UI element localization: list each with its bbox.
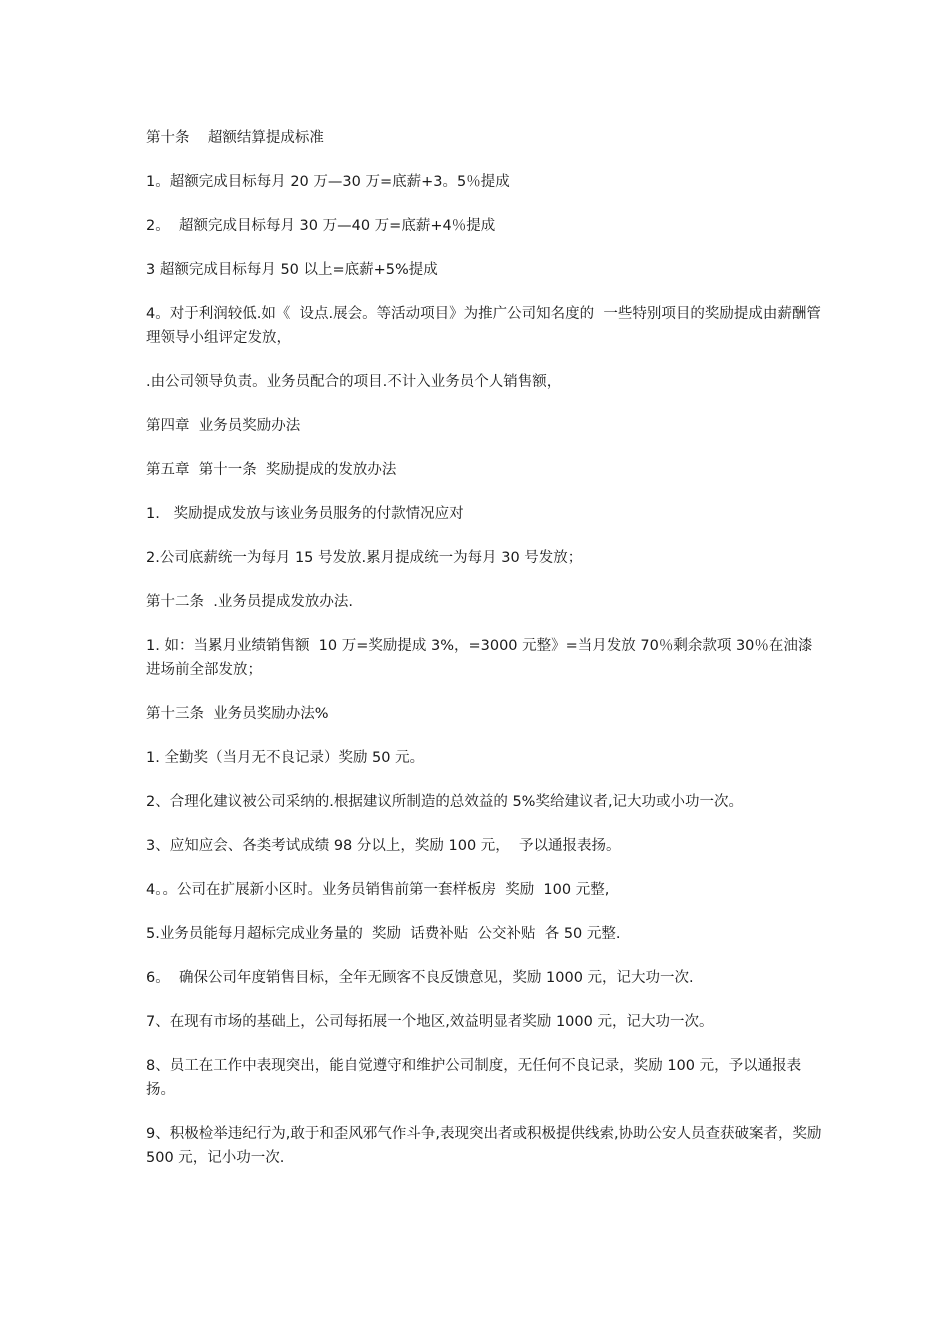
list-item: 1. 如：当累月业绩销售额 10 万=奖励提成 3%，=3000 元整》=当月发放 70％剩余款项 30％在油漆进场前全部发放； <box>146 638 813 678</box>
chapter-heading: 第四章 业务员奖励办法 <box>146 418 301 434</box>
chapter-heading: 第五章 第十一条 奖励提成的发放办法 <box>146 462 397 478</box>
section-heading: 第十三条 业务员奖励办法% <box>146 706 329 722</box>
paragraph: .由公司领导负责。业务员配合的项目.不计入业务员个人销售额， <box>146 374 562 390</box>
list-item: 1. 全勤奖（当月无不良记录）奖励 50 元。 <box>146 750 425 766</box>
section-heading: 第十条 超额结算提成标准 <box>146 130 324 146</box>
list-item: 8、员工在工作中表现突出，能自觉遵守和维护公司制度，无任何不良记录，奖励 100 元，予以通报表扬。 <box>146 1058 802 1098</box>
list-item: 9、积极检举违纪行为,敢于和歪风邪气作斗争,表现突出者或积极提供线索,协助公安人员查获破案者，奖励 500 元，记小功一次. <box>146 1126 827 1166</box>
list-item: 7、在现有市场的基础上，公司每拓展一个地区,效益明显者奖励 1000 元，记大功一次。 <box>146 1014 714 1030</box>
section-heading: 第十二条 .业务员提成发放办法. <box>146 594 353 610</box>
list-item: 1. 奖励提成发放与该业务员服务的付款情况应对 <box>146 506 464 522</box>
list-item: 6。 确保公司年度销售目标，全年无顾客不良反馈意见，奖励 1000 元，记大功一次. <box>146 970 694 986</box>
list-item: 3 超额完成目标每月 50 以上=底薪+5%提成 <box>146 262 438 278</box>
list-item: 2。 超额完成目标每月 30 万—40 万=底薪+4％提成 <box>146 218 496 234</box>
list-item: 4。对于利润较低.如《 设点.展会。等活动项目》为推广公司知名度的 一些特别项目的奖励提成由薪酬管理领导小组评定发放， <box>146 306 821 346</box>
document-body <box>146 126 827 1190</box>
list-item: 2.公司底薪统一为每月 15 号发放.累月提成统一为每月 30 号发放； <box>146 550 583 566</box>
list-item: 5.业务员能每月超标完成业务量的 奖励 话费补贴 公交补贴 各 50 元整. <box>146 926 621 942</box>
list-item: 2、合理化建议被公司采纳的.根据建议所制造的总效益的 5%奖给建议者,记大功或小功一次。 <box>146 794 744 810</box>
list-item: 1。超额完成目标每月 20 万—30 万=底薪+3。5％提成 <box>146 174 510 190</box>
list-item: 3、应知应会、各类考试成绩 98 分以上，奖励 100 元， 予以通报表扬。 <box>146 838 621 854</box>
list-item: 4。。公司在扩展新小区时。业务员销售前第一套样板房 奖励 100 元整, <box>146 882 610 898</box>
